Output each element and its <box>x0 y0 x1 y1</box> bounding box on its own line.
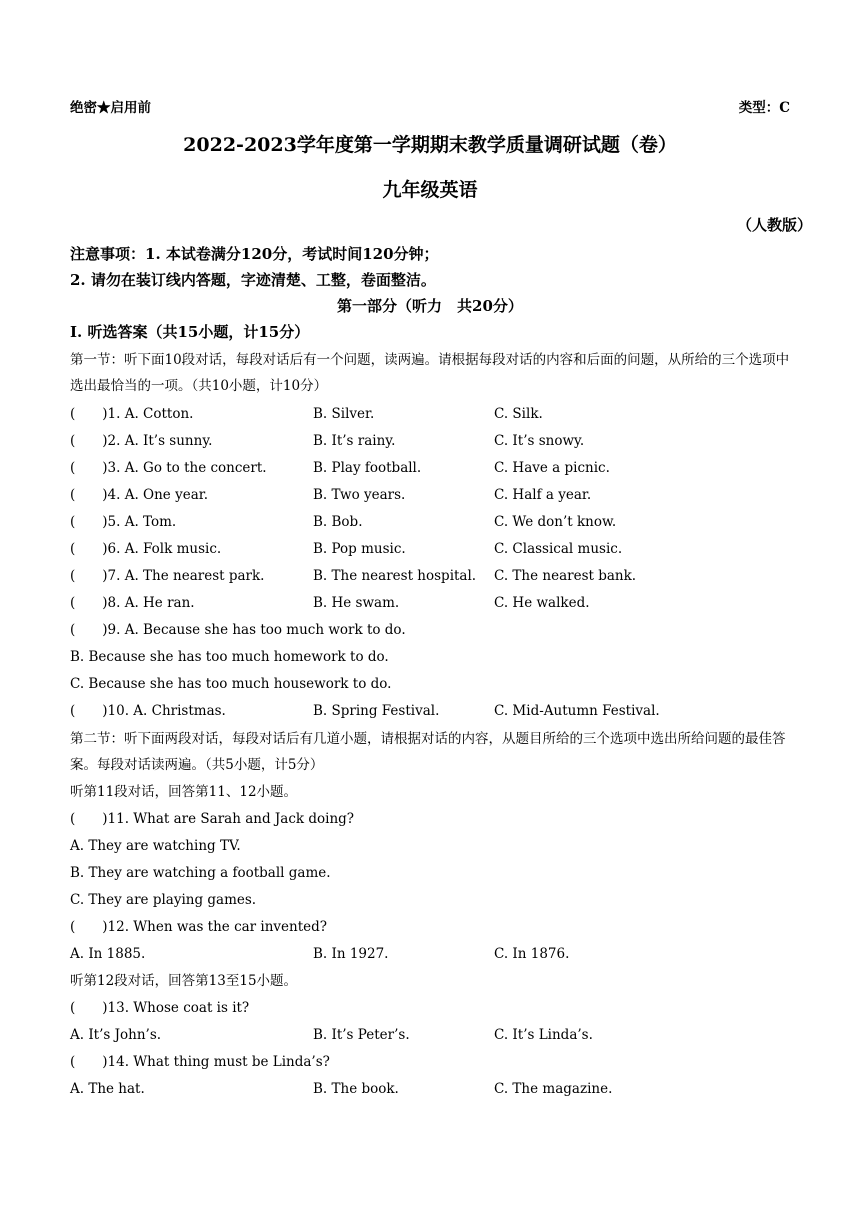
option-b: B. It’s rainy. <box>313 433 396 449</box>
option-a: A. In 1885. <box>70 946 146 962</box>
option-c: C. Have a picnic. <box>494 460 610 476</box>
q11-option-c: C. They are playing games. <box>70 892 257 908</box>
exam-subtitle: 九年级英语 <box>382 179 478 201</box>
option-c: C. Silk. <box>494 406 543 422</box>
option-b: B. In 1927. <box>313 946 389 962</box>
part1-title: 第一部分（听力 共20分） <box>337 297 523 315</box>
option-b: B. Play football. <box>313 460 422 476</box>
option-a: ( )7. A. The nearest park. <box>70 568 265 584</box>
option-b: B. It’s Peter’s. <box>313 1027 410 1043</box>
option-b: B. Bob. <box>313 514 363 530</box>
option-a: ( )3. A. Go to the concert. <box>70 460 267 476</box>
option-a: ( )4. A. One year. <box>70 487 209 503</box>
option-c: C. The magazine. <box>494 1081 613 1097</box>
option-c: C. He walked. <box>494 595 590 611</box>
option-a: A. The hat. <box>70 1081 145 1097</box>
option-a: ( )6. A. Folk music. <box>70 541 222 557</box>
option-a: ( )5. A. Tom. <box>70 514 177 530</box>
option-c: C. In 1876. <box>494 946 570 962</box>
option-c: C. It’s Linda’s. <box>494 1027 593 1043</box>
q9-option-a: ( )9. A. Because she has too much work to do. <box>70 622 406 638</box>
edition-label: （人教版） <box>736 216 812 234</box>
notes-line-2: 2. 请勿在装订线内答题，字迹清楚、工整，卷面整洁。 <box>70 271 436 289</box>
q14-stem: ( )14. What thing must be Linda’s? <box>70 1054 330 1070</box>
option-b: B. Spring Festival. <box>313 703 440 719</box>
option-c: C. Half a year. <box>494 487 592 503</box>
option-a: ( )2. A. It’s sunny. <box>70 433 213 449</box>
q9-option-c: C. Because she has too much housework to do. <box>70 676 392 692</box>
section1-intro: 第一节：听下面10段对话，每段对话后有一个问题，读两遍。请根据每段对话的内容和后面的问题，从所给的三个选项中选出最恰当的一项。（共10小题，计10分） <box>70 352 790 394</box>
q12-stem: ( )12. When was the car invented? <box>70 919 328 935</box>
q13-stem: ( )13. Whose coat is it? <box>70 1000 250 1016</box>
dialog-11-instruction: 听第11段对话，回答第11、12小题。 <box>70 784 298 800</box>
notes-line-1: 注意事项：1. 本试卷满分120分，考试时间120分钟； <box>70 245 439 263</box>
q9-option-b: B. Because she has too much homework to do. <box>70 649 389 665</box>
q11-stem: ( )11. What are Sarah and Jack doing? <box>70 811 355 827</box>
option-a: A. It’s John’s. <box>70 1027 162 1043</box>
option-c: C. It’s snowy. <box>494 433 585 449</box>
dialog-12-instruction: 听第12段对话，回答第13至15小题。 <box>70 973 298 989</box>
option-c: C. Classical music. <box>494 541 623 557</box>
option-a: ( )10. A. Christmas. <box>70 703 226 719</box>
option-c: C. We don’t know. <box>494 514 617 530</box>
secret-label: 绝密★启用前 <box>70 100 151 116</box>
option-a: ( )1. A. Cotton. <box>70 406 194 422</box>
option-c: C. Mid-Autumn Festival. <box>494 703 660 719</box>
type-label: 类型：C <box>738 100 790 116</box>
option-b: B. The book. <box>313 1081 399 1097</box>
section1-title: Ⅰ. 听选答案（共15小题，计15分） <box>70 323 310 341</box>
option-b: B. The nearest hospital. <box>313 568 477 584</box>
option-b: B. Pop music. <box>313 541 406 557</box>
option-a: ( )8. A. He ran. <box>70 595 195 611</box>
option-c: C. The nearest bank. <box>494 568 637 584</box>
exam-title: 2022-2023学年度第一学期期末教学质量调研试题（卷） <box>183 134 677 156</box>
q11-option-b: B. They are watching a football game. <box>70 865 331 881</box>
option-b: B. Two years. <box>313 487 406 503</box>
section2-intro: 第二节：听下面两段对话，每段对话后有几道小题，请根据对话的内容，从题目所给的三个选项中选出所给问题的最佳答案。每段对话读两遍。（共5小题，计5分） <box>70 731 786 773</box>
option-b: B. Silver. <box>313 406 375 422</box>
q11-option-a: A. They are watching TV. <box>70 838 241 854</box>
option-b: B. He swam. <box>313 595 400 611</box>
